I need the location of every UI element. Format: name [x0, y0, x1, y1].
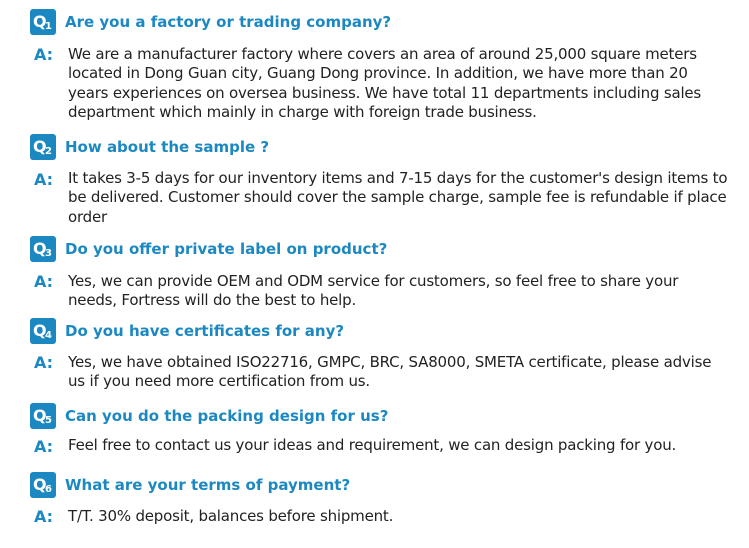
question-text: Can you do the packing design for us? [65, 407, 389, 425]
answer-text: T/T. 30% deposit, balances before shipment. [68, 507, 394, 525]
question-badge-icon [30, 236, 56, 262]
answer-label: A: [34, 507, 54, 526]
question-text: What are your terms of payment? [65, 476, 351, 494]
question-text: Do you have certificates for any? [65, 322, 345, 340]
answer-text: We are a manufacturer factory where covers an area of around 25,000 square meters located in Dong Guan city, Guang Dong province. In addition, we have more than 20 years experiences on oversea business. We have total 11 departments including sales department which mainly in charge with foreign trade business. [68, 45, 702, 121]
question-badge-number: 3 [45, 248, 52, 259]
question-badge-icon [30, 403, 56, 429]
question-badge-letter: Q [33, 406, 47, 425]
question-row [0, 236, 749, 264]
question-badge-number: 1 [45, 21, 52, 32]
question-badge-icon [30, 134, 56, 160]
question-badge-number: 5 [45, 415, 52, 426]
question-row [0, 403, 749, 431]
question-badge-number: 6 [45, 484, 52, 495]
answer-text: Yes, we have obtained ISO22716, GMPC, BRC, SA8000, SMETA certificate, please advise us if you need more certification from us. [68, 353, 712, 391]
question-badge-letter: Q [33, 12, 47, 31]
question-text: Do you offer private label on product? [65, 240, 388, 258]
question-badge-letter: Q [33, 137, 47, 156]
question-text: Are you a factory or trading company? [65, 13, 392, 31]
question-badge-letter: Q [33, 239, 47, 258]
question-badge-icon [30, 9, 56, 35]
answer-label: A: [34, 353, 54, 372]
answer-text: It takes 3-5 days for our inventory items and 7-15 days for the customer's design items to be delivered. Customer should cover the sample charge, sample fee is refundable if place order [68, 169, 728, 226]
answer-text: Yes, we can provide OEM and ODM service for customers, so feel free to share your needs, Fortress will do the best to help. [68, 272, 679, 310]
question-row [0, 9, 749, 37]
question-row [0, 472, 749, 500]
question-badge-letter: Q [33, 321, 47, 340]
answer-label: A: [34, 437, 54, 456]
question-row [0, 318, 749, 346]
question-badge-icon [30, 318, 56, 344]
question-badge-letter: Q [33, 475, 47, 494]
answer-label: A: [34, 45, 54, 64]
answer-label: A: [34, 170, 54, 189]
question-text: How about the sample ? [65, 138, 270, 156]
question-badge-number: 4 [45, 330, 52, 341]
question-badge-number: 2 [45, 146, 52, 157]
answer-text: Feel free to contact us your ideas and requirement, we can design packing for you. [68, 436, 677, 454]
question-row [0, 134, 749, 162]
answer-label: A: [34, 272, 54, 291]
question-badge-icon [30, 472, 56, 498]
